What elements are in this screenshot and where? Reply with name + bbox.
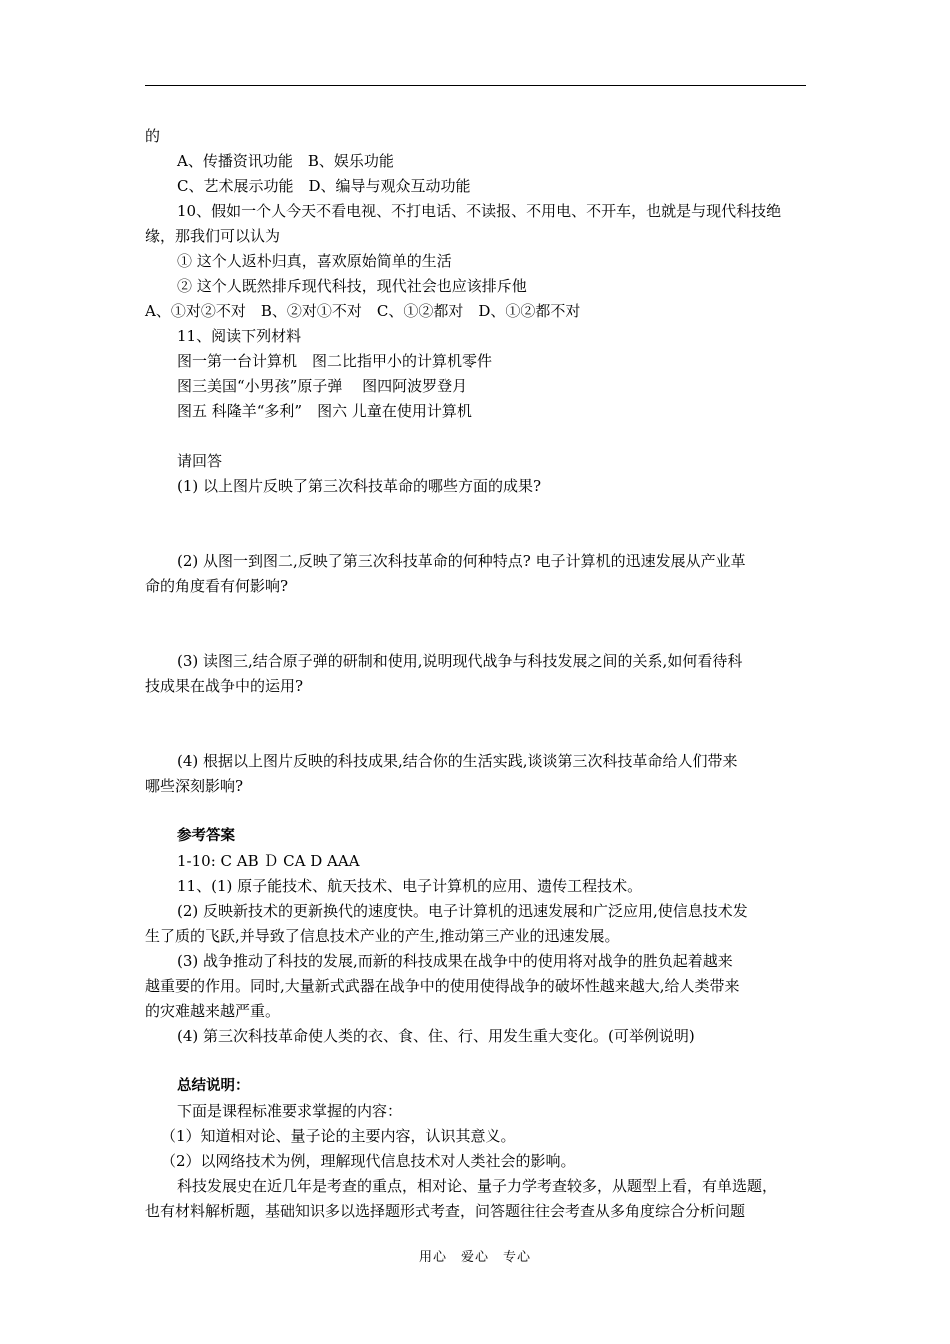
- spacer: [145, 424, 809, 449]
- subquestion-1: (1) 以上图片反映了第三次科技革命的哪些方面的成果?: [177, 477, 542, 495]
- material-line: 图一第一台计算机 图二比指甲小的计算机零件: [177, 352, 493, 370]
- spacer: [145, 1049, 809, 1074]
- summary-paragraph-cont: 也有材料解析题，基础知识多以选择题形式考查，问答题往往会考查从多角度综合分析问题: [145, 1202, 746, 1220]
- requirement-2: （2）以网络技术为例，理解现代信息技术对人类社会的影响。: [161, 1152, 576, 1170]
- document-body: [145, 124, 809, 1224]
- subquestion-2-cont: 命的角度看有何影响?: [145, 577, 289, 595]
- question-11: 11、阅读下列材料: [177, 327, 302, 345]
- option-line: C、艺术展示功能 D、编导与观众互动功能: [177, 177, 471, 195]
- material-line: 图三美国“小男孩”原子弹 图四阿波罗登月: [177, 377, 468, 395]
- answer-11-1: 11、(1) 原子能技术、航天技术、电子计算机的应用、遗传工程技术。: [177, 877, 643, 895]
- answer-11-2: (2) 反映新技术的更新换代的速度快。电子计算机的迅速发展和广泛应用,使信息技术发: [177, 902, 748, 920]
- subquestion-3-cont: 技成果在战争中的运用?: [145, 677, 304, 695]
- text-line: 的: [145, 127, 161, 145]
- page-footer: 用心 爱心 专心: [418, 1250, 531, 1265]
- answer-space: [145, 499, 809, 549]
- statement-2: ② 这个人既然排斥现代科技，现代社会也应该排斥他: [177, 277, 527, 295]
- option-line: A、传播资讯功能 B、娱乐功能: [177, 152, 394, 170]
- prompt-label: 请回答: [177, 452, 223, 470]
- answer-11-3: (3) 战争推动了科技的发展,而新的科技成果在战争中的使用将对战争的胜负起着越来: [177, 952, 733, 970]
- answer-11-3-cont: 越重要的作用。同时,大量新式武器在战争中的使用使得战争的破坏性越来越大,给人类带来: [145, 977, 740, 995]
- summary-heading: 总结说明：: [177, 1078, 250, 1094]
- question-10-cont: 缘，那我们可以认为: [145, 227, 281, 245]
- answer-key: 1-10: C AB Ｄ CA D AAA: [177, 852, 360, 870]
- answer-11-3-cont: 的灾难越来越严重。: [145, 1002, 281, 1020]
- summary-intro: 下面是课程标准要求掌握的内容：: [177, 1102, 403, 1120]
- header-rule: [145, 85, 806, 86]
- spacer: [145, 799, 809, 824]
- requirement-1: （1）知道相对论、量子论的主要内容，认识其意义。: [161, 1127, 516, 1145]
- option-line: A、①对②不对 B、②对①不对 C、①②都对 D、①②都不对: [145, 302, 581, 320]
- question-10: 10、假如一个人今天不看电视、不打电话、不读报、不用电、不开车，也就是与现代科技绝: [177, 202, 782, 220]
- answers-heading: 参考答案: [177, 828, 235, 844]
- subquestion-2: (2) 从图一到图二,反映了第三次科技革命的何种特点? 电子计算机的迅速发展从产业革: [177, 552, 746, 570]
- answer-space: [145, 699, 809, 749]
- subquestion-4: (4) 根据以上图片反映的科技成果,结合你的生活实践,谈谈第三次科技革命给人们带来: [177, 752, 738, 770]
- statement-1: ① 这个人返朴归真，喜欢原始简单的生活: [177, 252, 452, 270]
- material-line: 图五 科隆羊“多利” 图六 儿童在使用计算机: [177, 402, 472, 420]
- subquestion-3: (3) 读图三,结合原子弹的研制和使用,说明现代战争与科技发展之间的关系,如何看待科: [177, 652, 743, 670]
- answer-space: [145, 599, 809, 649]
- subquestion-4-cont: 哪些深刻影响?: [145, 777, 244, 795]
- answer-11-2-cont: 生了质的飞跃,并导致了信息技术产业的产生,推动第三产业的迅速发展。: [145, 927, 620, 945]
- answer-11-4: (4) 第三次科技革命使人类的衣、食、住、行、用发生重大变化。(可举例说明): [177, 1027, 695, 1045]
- summary-paragraph: 科技发展史在近几年是考查的重点，相对论、量子力学考查较多，从题型上看，有单选题，: [177, 1177, 778, 1195]
